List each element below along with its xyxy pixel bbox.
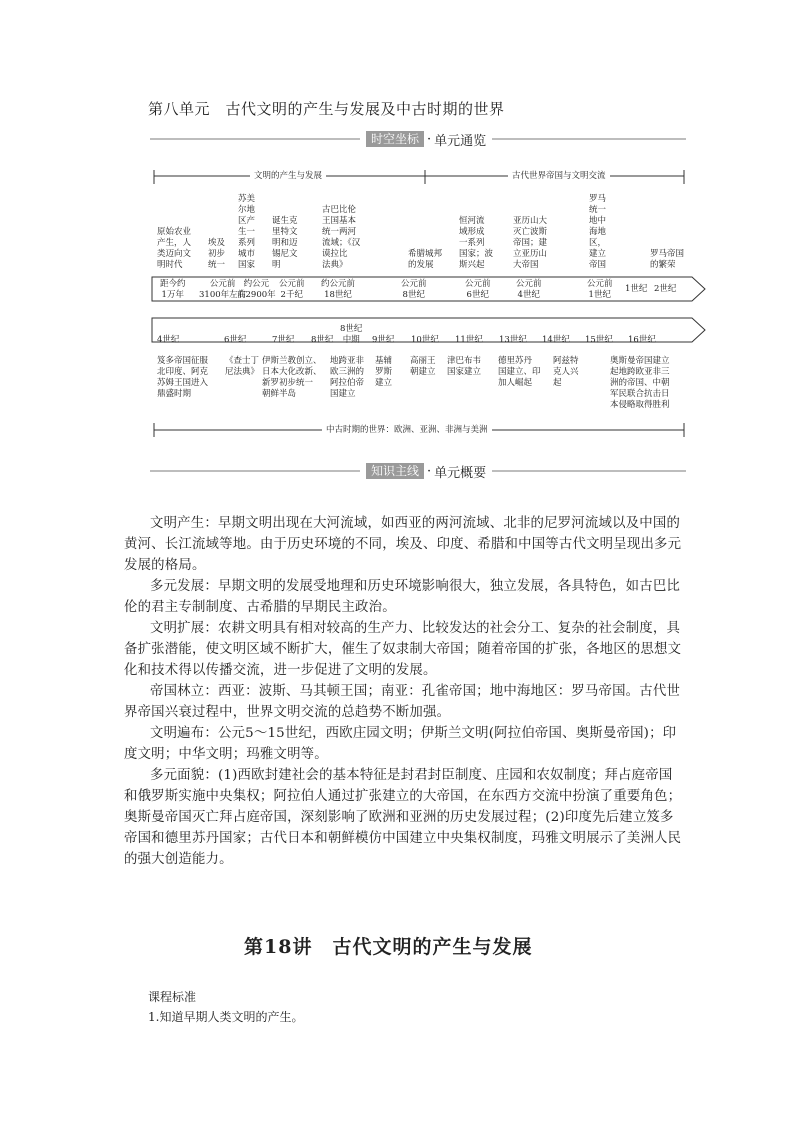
banner-text: 单元通览 (434, 133, 487, 149)
timeline-diagram (0, 0, 794, 460)
event-label: 基辅 罗斯 建立 (375, 356, 393, 388)
paragraph: 文明产生：早期文明出现在大河流域，如西亚的两河流域、北非的尼罗河流域以及中国的黄河、长江流域等地。由于历史环境的不同，埃及、印度、希腊和中国等古代文明呈现出多元发展的格局。 (124, 516, 682, 573)
event-label: 原始农业 产生，人 类迈向文 明时代 (157, 227, 192, 270)
year-tick: 10世纪 (411, 335, 439, 345)
summary-text (124, 513, 684, 870)
section-label-origin: 文明的产生与发展 (250, 171, 326, 182)
year-tick: 1世纪 (625, 284, 648, 294)
event-label: 奥斯曼帝国建立 起地跨欧亚非三 洲的帝国、中朝 军民联合抗击日 本侵略取得胜利 (610, 356, 670, 410)
event-label: 《查士丁 尼法典》 (225, 356, 260, 377)
year-tick: 公元前 3100年左右 (199, 279, 247, 300)
paragraph: 多元发展：早期文明的发展受地理和历史环境影响很大，独立发展，各具特色，如古巴比伦的君主专制制度、古希腊的早期民主政治。 (124, 579, 681, 615)
year-tick: 16世纪 (628, 335, 656, 345)
course-standard-label: 课程标准 (148, 990, 197, 1004)
year-tick: 公元前 4世纪 (516, 279, 542, 300)
year-tick: 公元前 2千纪 (279, 279, 305, 300)
unit-title: 第八单元 古代文明的产生与发展及中古时期的世界 (148, 100, 505, 118)
banner-tag: 时空坐标 (366, 131, 424, 147)
event-label: 笈多帝国征服 北印度、阿克 苏姆王国进入 鼎盛时期 (157, 356, 209, 399)
section-label-medieval: 中古时期的世界：欧洲、亚洲、非洲与美洲 (322, 425, 492, 436)
year-tick: 13世纪 (499, 335, 527, 345)
event-label: 希腊城邦 的发展 (408, 249, 443, 270)
event-label: 恒河流 域形成 一系列 国家；波 斯兴起 (459, 216, 494, 270)
paragraph: 文明扩展：农耕文明具有相对较高的生产力、比较发达的社会分工、复杂的社会制度，具备扩张潜能，使文明区域不断扩大，催生了奴隶制大帝国；随着帝国的扩张，各地区的思想文化和技术得以传播交流，进一步促进了文明的发展。 (124, 621, 682, 678)
year-tick: 8世纪 (311, 335, 334, 345)
event-label: 德里苏丹 国建立、印 加人崛起 (498, 356, 541, 388)
year-tick: 公元前 1世纪 (587, 279, 613, 300)
year-tick: 11世纪 (455, 335, 483, 345)
event-label: 地跨亚非 欧三洲的 阿拉伯帝 国建立 (330, 356, 365, 399)
event-label: 罗马帝国 的繁荣 (650, 249, 685, 270)
event-label: 古巴比伦 王国基本 统一两河 流域；《汉 谟拉比 法典》 (322, 205, 361, 270)
section-label-empires: 古代世界帝国与文明交流 (508, 171, 610, 182)
event-label: 阿兹特 克人兴 起 (553, 356, 579, 388)
lecture-title: 第18讲 古代文明的产生与发展 (244, 936, 533, 958)
year-tick: 距今约 1万年 (160, 279, 186, 300)
year-tick: 7世纪 (272, 335, 295, 345)
year-tick: 约公元 前2900年 (237, 279, 276, 300)
year-tick: 9世纪 (372, 335, 395, 345)
year-tick: 14世纪 (542, 335, 570, 345)
year-tick: 4世纪 (157, 335, 180, 345)
banner-tag: 知识主线 (366, 463, 424, 479)
year-tick: 公元前 6世纪 (465, 279, 491, 300)
paragraph: 帝国林立：西亚：波斯、马其顿王国；南亚：孔雀帝国；地中海地区：罗马帝国。古代世界帝国兴衰过程中，世界文明交流的总趋势不断加强。 (124, 684, 681, 720)
banner-summary: 知识主线 · 单元概要 (150, 462, 686, 480)
event-label: 苏美 尔地 区产 生一 系列 城市 国家 (238, 194, 256, 270)
banner-timeline: 时空坐标 · 单元通览 (150, 130, 686, 148)
year-tick: 6世纪 (224, 335, 247, 345)
event-label: 伊斯兰教创立、 日本大化改新、 新罗初步统一 朝鲜半岛 (262, 356, 322, 399)
year-tick: 15世纪 (585, 335, 613, 345)
requirement-item: 1.知道早期人类文明的产生。 (148, 1010, 304, 1024)
event-label: 诞生克 里特文 明和迈 锡尼文 明 (272, 216, 298, 270)
year-tick: 约公元前 18世纪 (321, 279, 356, 300)
event-label: 亚历山大 灭亡波斯 帝国；建 立亚历山 大帝国 (513, 216, 548, 270)
timeline-lines (0, 0, 794, 460)
event-label: 埃及 初步 统一 (208, 238, 226, 270)
year-tick: 公元前 8世纪 (401, 279, 427, 300)
paragraph: 多元面貌：(1)西欧封建社会的基本特征是封君封臣制度、庄园和农奴制度；拜占庭帝国和俄罗斯实施中央集权；阿拉伯人通过扩张建立的大帝国，在东西方交流中扮演了重要角色；奥斯曼帝国灭亡拜占庭帝国，深刻影响了欧洲和亚洲的历史发展过程；(2)印度先后建立笈多帝国和德里苏丹国家；古代日本和朝鲜模仿中国建立中央集权制度，玛雅文明展示了美洲人民的强大创造能力。 (124, 768, 682, 867)
year-tick: 8世纪 中期 (340, 324, 363, 345)
paragraph: 文明遍布：公元5～15世纪，西欧庄园文明；伊斯兰文明(阿拉伯帝国、奥斯曼帝国)；印度文明；中华文明；玛雅文明等。 (124, 726, 677, 762)
event-label: 罗马 统一 地中 海地 区， 建立 帝国 (589, 194, 607, 270)
event-label: 高丽王 朝建立 (410, 356, 436, 377)
banner-text: 单元概要 (434, 465, 487, 481)
year-tick: 2世纪 (654, 284, 677, 294)
event-label: 津巴布韦 国家建立 (447, 356, 482, 377)
